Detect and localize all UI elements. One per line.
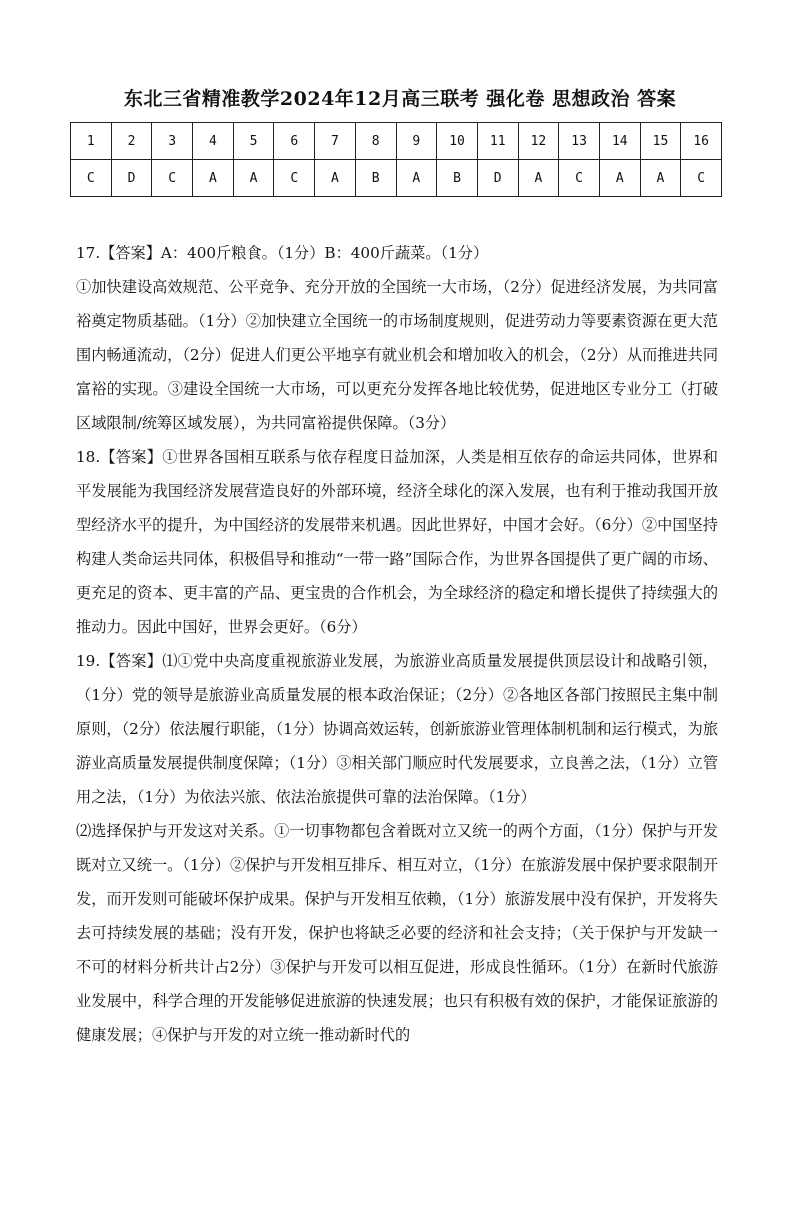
question-number: 1	[71, 123, 112, 160]
answer-17-header: 17.【答案】A：400斤粮食。（1分）B：400斤蔬菜。（1分）	[76, 244, 489, 262]
question-number: 16	[681, 123, 722, 160]
answer-18: 18.【答案】①世界各国相互联系与依存程度日益加深，人类是相互依存的命运共同体，世界和平发展能为我国经济发展营造良好的外部环境，经济全球化的深入发展，也有利于推动我国开放型经济水平的提升，为中国经济的发展带来机遇。因此世界好，中国才会好。（6分）②中国坚持构建人类命运共同体，积极倡导和推动“一带一路”国际合作，为世界各国提供了更广阔的市场、更充足的资本、更丰富的产品、更宝贵的合作机会，为全球经济的稳定和增长提供了持续强大的推动力。因此中国好，世界会更好。（6分）	[76, 448, 718, 636]
question-number: 6	[274, 123, 315, 160]
answer-19-part-2: ⑵选择保护与开发这对关系。①一切事物都包含着既对立又统一的两个方面，（1分）保护与开发既对立又统一。（1分）②保护与开发相互排斥、相互对立，（1分）在旅游发展中保护要求限制开发，而开发则可能破坏保护成果。保护与开发相互依赖，（1分）旅游发展中没有保护，开发将失去可持续发展的基础；没有开发，保护也将缺乏必要的经济和社会支持；（关于保护与开发缺一不可的材料分析共计占2分）③保护与开发可以相互促进，形成良性循环。（1分）在新时代旅游业发展中，科学合理的开发能够促进旅游的快速发展；也只有积极有效的保护，才能保证旅游的健康发展；④保护与开发的对立统一推动新时代的	[76, 822, 719, 1044]
answer-letter: C	[681, 160, 722, 197]
question-number: 10	[437, 123, 478, 160]
question-number: 11	[477, 123, 518, 160]
answer-letter: A	[233, 160, 274, 197]
question-number: 7	[315, 123, 356, 160]
answer-letter: C	[559, 160, 600, 197]
answer-explanations	[76, 236, 718, 1052]
answer-letter-row	[71, 160, 722, 197]
answer-letter: A	[599, 160, 640, 197]
question-number: 5	[233, 123, 274, 160]
question-number: 2	[111, 123, 152, 160]
answer-17-body: ①加快建设高效规范、公平竞争、充分开放的全国统一大市场，（2分）促进经济发展，为共同富裕奠定物质基础。（1分）②加快建立全国统一的市场制度规则，促进劳动力等要素资源在更大范围内畅通流动，（2分）促进人们更公平地享有就业机会和增加收入的机会，（2分）从而推进共同富裕的实现。③建设全国统一大市场，可以更充分发挥各地比较优势，促进地区专业分工（打破区域限制/统筹区域发展），为共同富裕提供保障。（3分）	[76, 278, 719, 432]
answer-letter: C	[274, 160, 315, 197]
question-number: 9	[396, 123, 437, 160]
question-number: 14	[599, 123, 640, 160]
answer-letter: D	[111, 160, 152, 197]
question-number: 15	[640, 123, 681, 160]
question-number: 13	[559, 123, 600, 160]
answer-letter: A	[640, 160, 681, 197]
question-number: 12	[518, 123, 559, 160]
answer-table	[70, 122, 722, 197]
answer-letter: A	[315, 160, 356, 197]
answer-letter: A	[193, 160, 234, 197]
answer-letter: C	[152, 160, 193, 197]
answer-letter: B	[437, 160, 478, 197]
answer-letter: B	[355, 160, 396, 197]
page-title: 东北三省精准教学2024年12月高三联考 强化卷 思想政治 答案	[123, 88, 677, 110]
answer-letter: C	[71, 160, 112, 197]
answer-letter: D	[477, 160, 518, 197]
question-number: 4	[193, 123, 234, 160]
question-number: 3	[152, 123, 193, 160]
answer-letter: A	[396, 160, 437, 197]
question-number: 8	[355, 123, 396, 160]
answer-letter: A	[518, 160, 559, 197]
answer-19-part-1: 19.【答案】⑴①党中央高度重视旅游业发展，为旅游业高质量发展提供顶层设计和战略引领，（1分）党的领导是旅游业高质量发展的根本政治保证；（2分）②各地区各部门按照民主集中制原则，（2分）依法履行职能，（1分）协调高效运转，创新旅游业管理体制机制和运行模式，为旅游业高质量发展提供制度保障；（1分）③相关部门顺应时代发展要求，立良善之法，（1分）立管用之法，（1分）为依法兴旅、依法治旅提供可靠的法治保障。（1分）	[76, 652, 719, 806]
question-number-row	[71, 123, 722, 160]
